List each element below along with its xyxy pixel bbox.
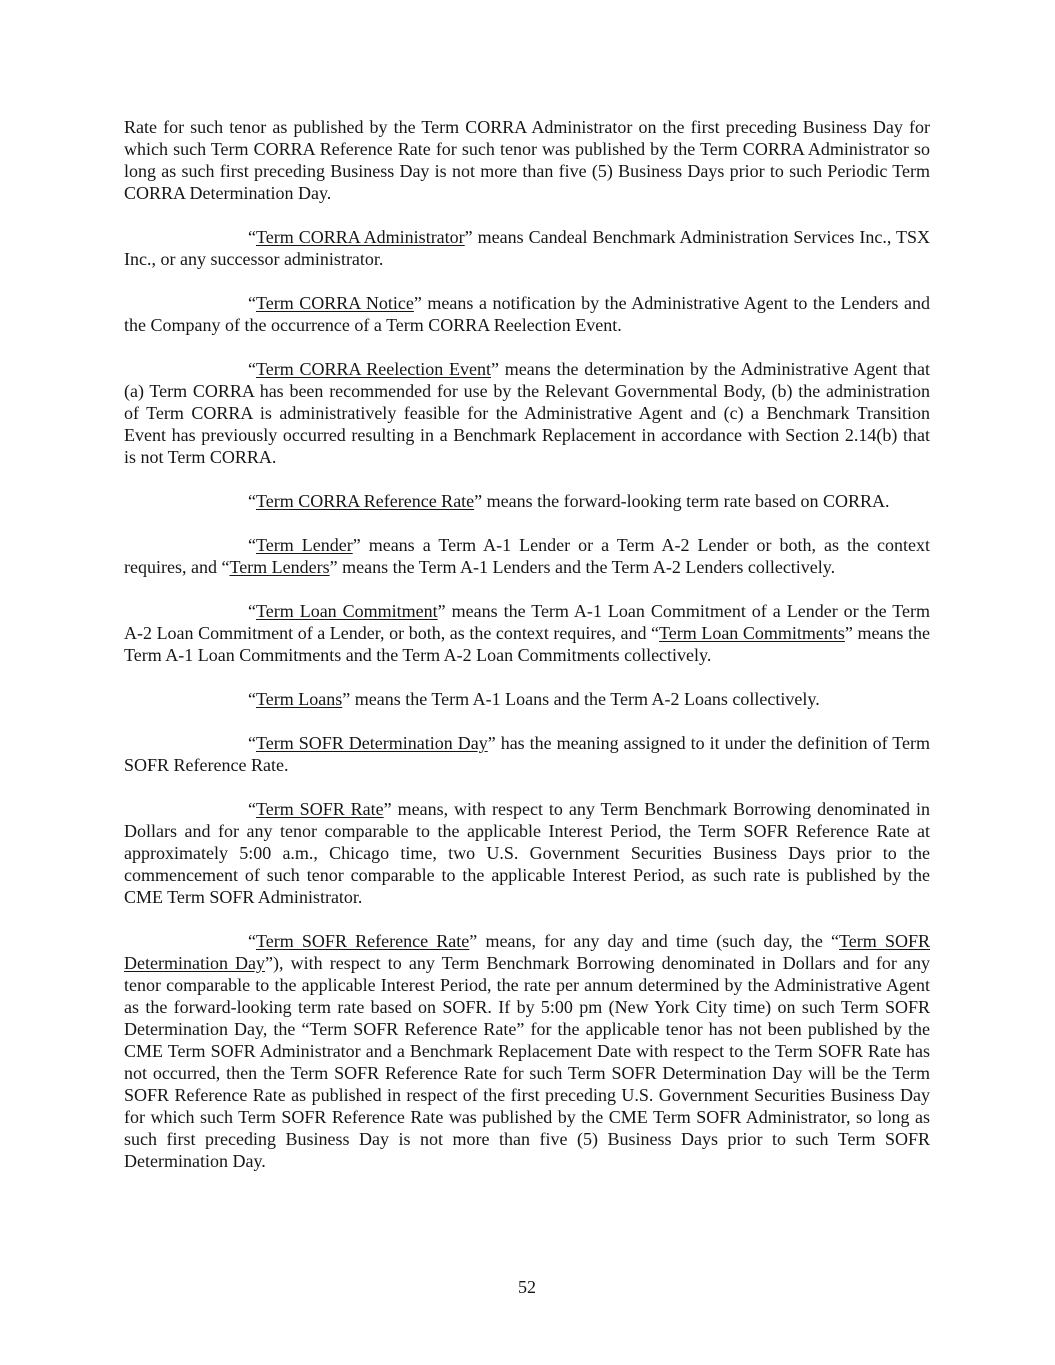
paragraph [124,732,930,776]
paragraph-text: ” means the Term A-1 Loan Commitments and the Term A-2 Loan Commitments collectively. [124,623,930,665]
paragraph-text: “ [248,689,256,709]
defined-term: Term SOFR Reference Rate [256,931,470,951]
defined-term: Term Loans [256,689,343,709]
defined-term: Term SOFR Determination Day [256,733,488,753]
paragraph-text: ” has the meaning assigned to it under the definition of Term SOFR Reference Rate. [124,733,930,775]
paragraph [124,490,930,512]
paragraph-text: “ [248,931,256,951]
paragraph-text: ” means a Term A-1 Lender or a Term A-2 Lender or both, as the context requires, and “ [124,535,930,577]
paragraph-text: “ [248,293,256,313]
paragraph-text: ” means Candeal Benchmark Administration Services Inc., TSX Inc., or any successor administrator. [124,227,930,269]
defined-term: Term CORRA Reelection Event [256,359,491,379]
defined-term: Term Loan Commitments [659,623,845,643]
paragraph [124,930,930,1172]
defined-term: Term CORRA Reference Rate [256,491,475,511]
paragraph-text: “ [248,733,256,753]
defined-term: Term SOFR Rate [256,799,384,819]
paragraph [124,534,930,578]
page-number: 52 [518,1277,536,1297]
document-body [124,116,930,1194]
defined-term: Term CORRA Notice [256,293,414,313]
paragraph-text: ” means the forward-looking term rate based on CORRA. [474,491,890,511]
paragraph [124,116,930,204]
paragraph [124,226,930,270]
paragraph-text: ” means a notification by the Administrative Agent to the Lenders and the Company of the occurrence of a Term CORRA Reelection Event. [124,293,930,335]
paragraph-text: ” means, for any day and time (such day, the “ [469,931,840,951]
paragraph [124,292,930,336]
paragraph-text: “ [248,227,256,247]
paragraph-text: ” means the Term A-1 Lenders and the Term A-2 Lenders collectively. [329,557,836,577]
paragraph-text: ” means the Term A-1 Loan Commitment of a Lender or the Term A-2 Loan Commitment of a Lender, or both, as the context requires, and “ [124,601,930,643]
paragraph-text: “ [248,601,256,621]
paragraph [124,688,930,710]
defined-term: Term Lenders [229,557,330,577]
paragraph-text: ” means, with respect to any Term Benchmark Borrowing denominated in Dollars and for any tenor comparable to the applicable Interest Period, the Term SOFR Reference Rate at approximately 5:00 a.m., Chicago time, two U.S. Government Securities Business Days prior to the commencement of such tenor comparable to the applicable Interest Period, as such rate is published by the CME Term SOFR Administrator. [124,799,931,907]
paragraph-text: “ [248,359,256,379]
paragraph-text: “ [248,491,256,511]
defined-term: Term Loan Commitment [256,601,438,621]
paragraph [124,798,930,908]
paragraph [124,600,930,666]
paragraph [124,358,930,468]
paragraph-text: “ [248,535,256,555]
defined-term: Term SOFR Determination Day [124,931,930,973]
paragraph-text: Rate for such tenor as published by the Term CORRA Administrator on the first preceding Business Day for which such Term CORRA Reference Rate for such tenor was published by the Term CORRA Administrator so long as such first preceding Business Day is not more than five (5) Business Days prior to such Periodic Term CORRA Determination Day. [124,117,930,203]
paragraph-text: ” means the Term A-1 Loans and the Term A-2 Loans collectively. [342,689,820,709]
defined-term: Term CORRA Administrator [256,227,465,247]
paragraph-text: “ [248,799,256,819]
paragraph-text: ”), with respect to any Term Benchmark Borrowing denominated in Dollars and for any tenor comparable to the applicable Interest Period, the rate per annum determined by the Administrative Agent as the forward-looking term rate based on SOFR. If by 5:00 pm (New York City time) on such Term SOFR Determination Day, the “Term SOFR Reference Rate” for the applicable tenor has not been published by the CME Term SOFR Administrator and a Benchmark Replacement Date with respect to the Term SOFR Rate has not occurred, then the Term SOFR Reference Rate for such Term SOFR Determination Day will be the Term SOFR Reference Rate as published in respect of the first preceding U.S. Government Securities Business Day for which such Term SOFR Reference Rate was published by the CME Term SOFR Administrator, so long as such first preceding Business Day is not more than five (5) Business Days prior to such Term SOFR Determination Day. [124,953,930,1171]
defined-term: Term Lender [256,535,353,555]
paragraph-text: ” means the determination by the Administrative Agent that (a) Term CORRA has been recommended for use by the Relevant Governmental Body, (b) the administration of Term CORRA is administratively feasible for the Administrative Agent and (c) a Benchmark Transition Event has previously occurred resulting in a Benchmark Replacement in accordance with Section 2.14(b) that is not Term CORRA. [124,359,930,467]
